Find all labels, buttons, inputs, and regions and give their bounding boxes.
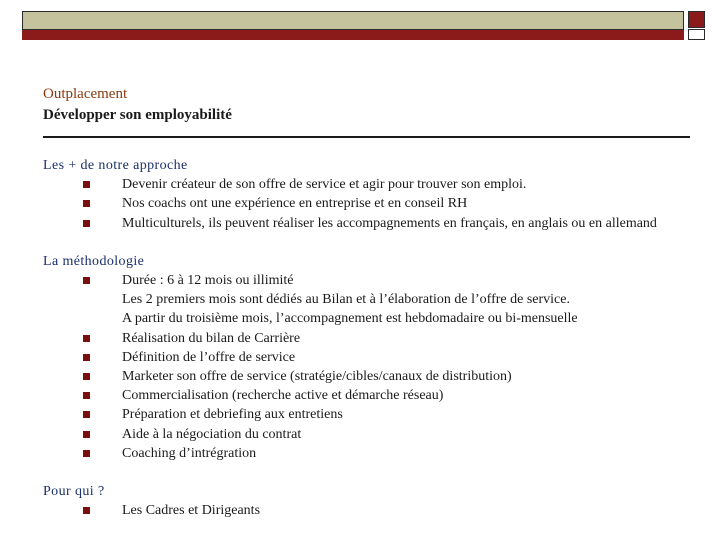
list-item: [43, 367, 683, 386]
header-bar-olive: [22, 11, 684, 30]
list-item: [43, 348, 683, 367]
title-line-2: Développer son employabilité: [43, 107, 232, 123]
list-item: [43, 214, 683, 233]
list-item-text: Préparation et debriefing aux entretiens: [122, 407, 343, 423]
list-who: [43, 501, 683, 520]
list-item: [43, 405, 683, 424]
list-item: [43, 444, 683, 463]
header-square-red: [688, 11, 705, 28]
square-bullet-icon: [83, 181, 90, 188]
list-item-text: Les Cadres et Dirigeants: [122, 503, 261, 519]
section-heading-plus: Les + de notre approche: [43, 158, 188, 173]
square-bullet-icon: [83, 220, 90, 227]
list-item: [43, 425, 683, 444]
square-bullet-icon: [83, 335, 90, 342]
square-bullet-icon: [83, 431, 90, 438]
square-bullet-icon: [83, 411, 90, 418]
square-bullet-icon: [83, 277, 90, 284]
list-item-continuation: Les 2 premiers mois sont dédiés au Bilan et à l’élaboration de l’offre de service.: [122, 292, 570, 308]
list-method: [43, 271, 683, 463]
list-plus: [43, 175, 683, 233]
square-bullet-icon: [83, 507, 90, 514]
list-item: [43, 271, 683, 290]
header-square-white: [688, 29, 705, 40]
slide-title: [43, 84, 232, 126]
list-item: [43, 386, 683, 405]
list-item-text: Aide à la négociation du contrat: [122, 426, 302, 442]
list-item: [43, 329, 683, 348]
list-item-text: Nos coachs ont une expérience en entreprise et en conseil RH: [122, 196, 468, 212]
square-bullet-icon: [83, 450, 90, 457]
list-item-text: Coaching d’intrégration: [122, 445, 257, 461]
square-bullet-icon: [83, 200, 90, 207]
list-item-text: Commercialisation (recherche active et démarche réseau): [122, 388, 444, 404]
list-item-text: Définition de l’offre de service: [122, 349, 296, 365]
list-item: [43, 175, 683, 194]
list-item: [43, 194, 683, 213]
header-bar-red: [22, 30, 684, 40]
square-bullet-icon: [83, 392, 90, 399]
slide-body: [43, 156, 683, 520]
list-item-text: Marketer son offre de service (stratégie/cibles/canaux de distribution): [122, 369, 512, 385]
list-item: [43, 501, 683, 520]
square-bullet-icon: [83, 354, 90, 361]
list-item-text: Réalisation du bilan de Carrière: [122, 330, 301, 346]
section-heading-who: Pour qui ?: [43, 484, 105, 500]
list-item-text: Devenir créateur de son offre de service et agir pour trouver son emploi.: [122, 177, 527, 193]
list-item-continuation: A partir du troisième mois, l’accompagnement est hebdomadaire ou bi-mensuelle: [122, 311, 578, 327]
title-divider: [43, 136, 690, 138]
list-item-text: Multiculturels, ils peuvent réaliser les accompagnements en français, en anglais ou en allemand: [122, 215, 657, 231]
square-bullet-icon: [83, 373, 90, 380]
section-heading-method: La méthodologie: [43, 253, 145, 269]
title-line-1: Outplacement: [43, 86, 128, 102]
list-item-text: Durée : 6 à 12 mois ou illimité: [122, 273, 294, 289]
